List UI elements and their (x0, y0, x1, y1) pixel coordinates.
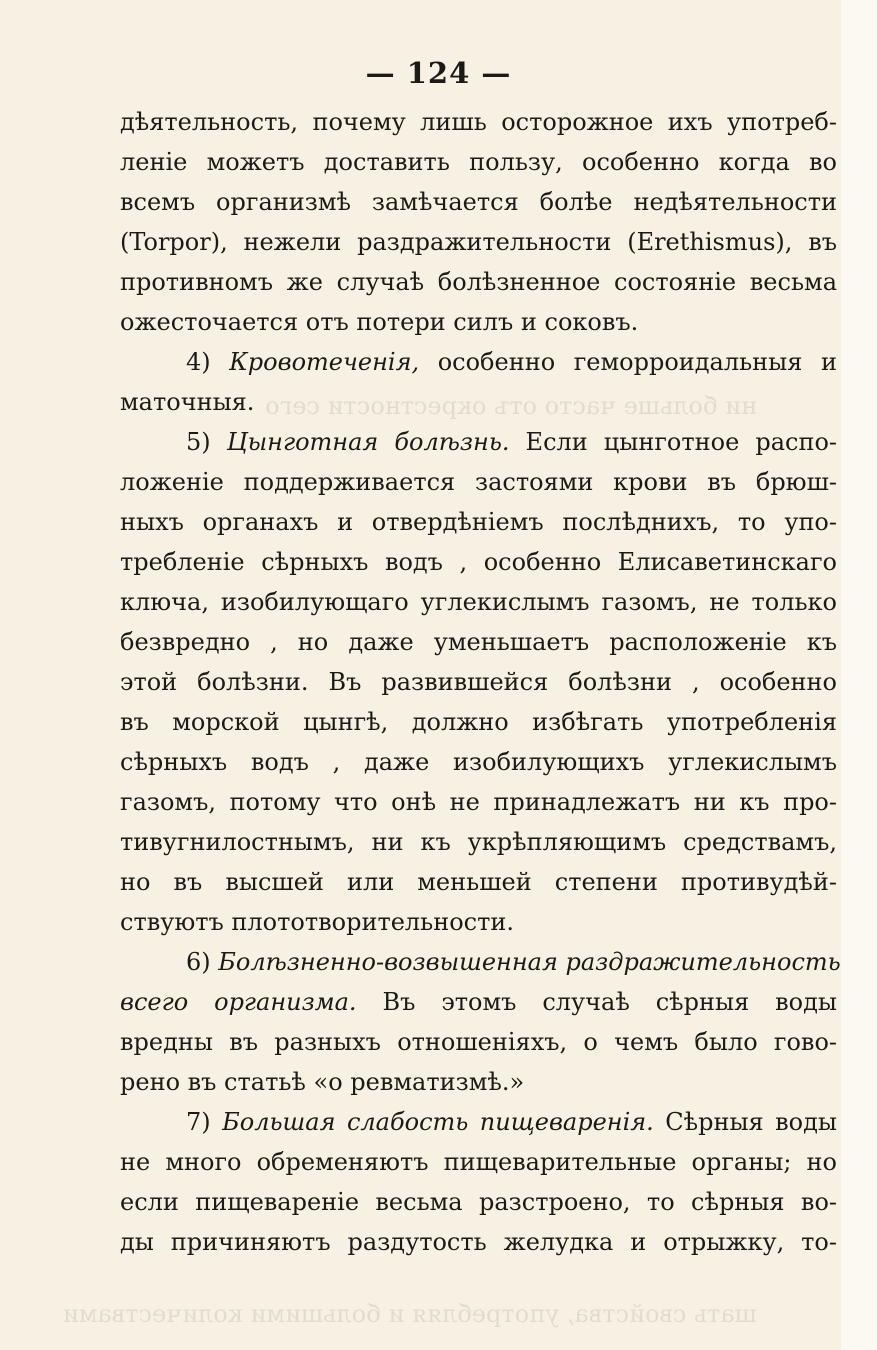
text-line: рено въ статьѣ «о ревматизмѣ.» (120, 1068, 525, 1096)
text-line: этой болѣзни. Въ развившейся болѣзни , особенно (120, 668, 837, 696)
text-line: въ морской цынгѣ, должно избѣгать употребленія (120, 708, 837, 736)
text-line: тивугнилостнымъ, ни къ укрѣпляющимъ средствамъ, (120, 828, 837, 856)
text-line: 4) Кровотеченія, особенно геморроидальныя и (186, 348, 837, 376)
text-line: 7) Большая слабость пищеваренія. Сѣрныя воды (186, 1108, 838, 1136)
body-text (120, 102, 841, 1262)
text-line: ключа, изобилующаго углекислымъ газомъ, не только (120, 588, 837, 616)
page-edge (841, 0, 877, 1350)
text-line: 5) Цынготная болѣзнь. Если цынготное распо- (186, 428, 838, 456)
text-line: ды причиняютъ раздутость желудка и отрыжку, то- (120, 1228, 837, 1256)
page-number-header: — 124 — (365, 56, 512, 90)
text-line: ствуютъ плототворительности. (120, 908, 515, 936)
text-line: леніе можетъ доставить пользу, особенно когда во (120, 148, 837, 176)
text-line: вредны въ разныхъ отношеніяхъ, о чемъ было гово- (120, 1028, 837, 1056)
show-through-text: ни больше часто отъ окрестности сего (265, 392, 757, 420)
text-line: всемъ организмѣ замѣчается болѣе недѣятельности (120, 188, 837, 216)
text-line: но въ высшей или меньшей степени противудѣй- (120, 868, 837, 896)
text-line: всего организма. Въ этомъ случаѣ сѣрныя воды (120, 988, 838, 1016)
text-line: сѣрныхъ водъ , даже изобилующихъ углекислымъ (120, 748, 837, 776)
text-line: ожесточается отъ потери силъ и соковъ. (120, 308, 639, 336)
text-line: ныхъ органахъ и отвердѣніемъ послѣднихъ, то упо- (120, 508, 837, 536)
text-line: дѣятельность, почему лишь осторожное ихъ употреб- (120, 108, 837, 136)
text-line: противномъ же случаѣ болѣзненное состояніе весьма (120, 268, 837, 296)
text-line: не много обременяютъ пищеварительные органы; но (120, 1148, 837, 1176)
text-line: если пищевареніе весьма разстроено, то сѣрныя во- (120, 1188, 837, 1216)
text-line: ложеніе поддерживается застоями крови въ брюш- (120, 468, 837, 496)
text-line: маточныя. (120, 388, 255, 416)
text-line: (Torpor), нежели раздражительности (Erethismus), въ (120, 228, 837, 256)
text-line: 6) Болѣзненно-возвышенная раздражительность (186, 948, 841, 976)
text-line: газомъ, потому что онѣ не принадлежатъ ни къ про- (120, 788, 837, 816)
text-line: требленіе сѣрныхъ водъ , особенно Елисаветинскаго (120, 548, 837, 576)
text-line: безвредно , но даже уменьшаетъ расположеніе къ (120, 628, 837, 656)
show-through-text: шать свойства, употребляя и большими количествами (62, 1300, 757, 1328)
